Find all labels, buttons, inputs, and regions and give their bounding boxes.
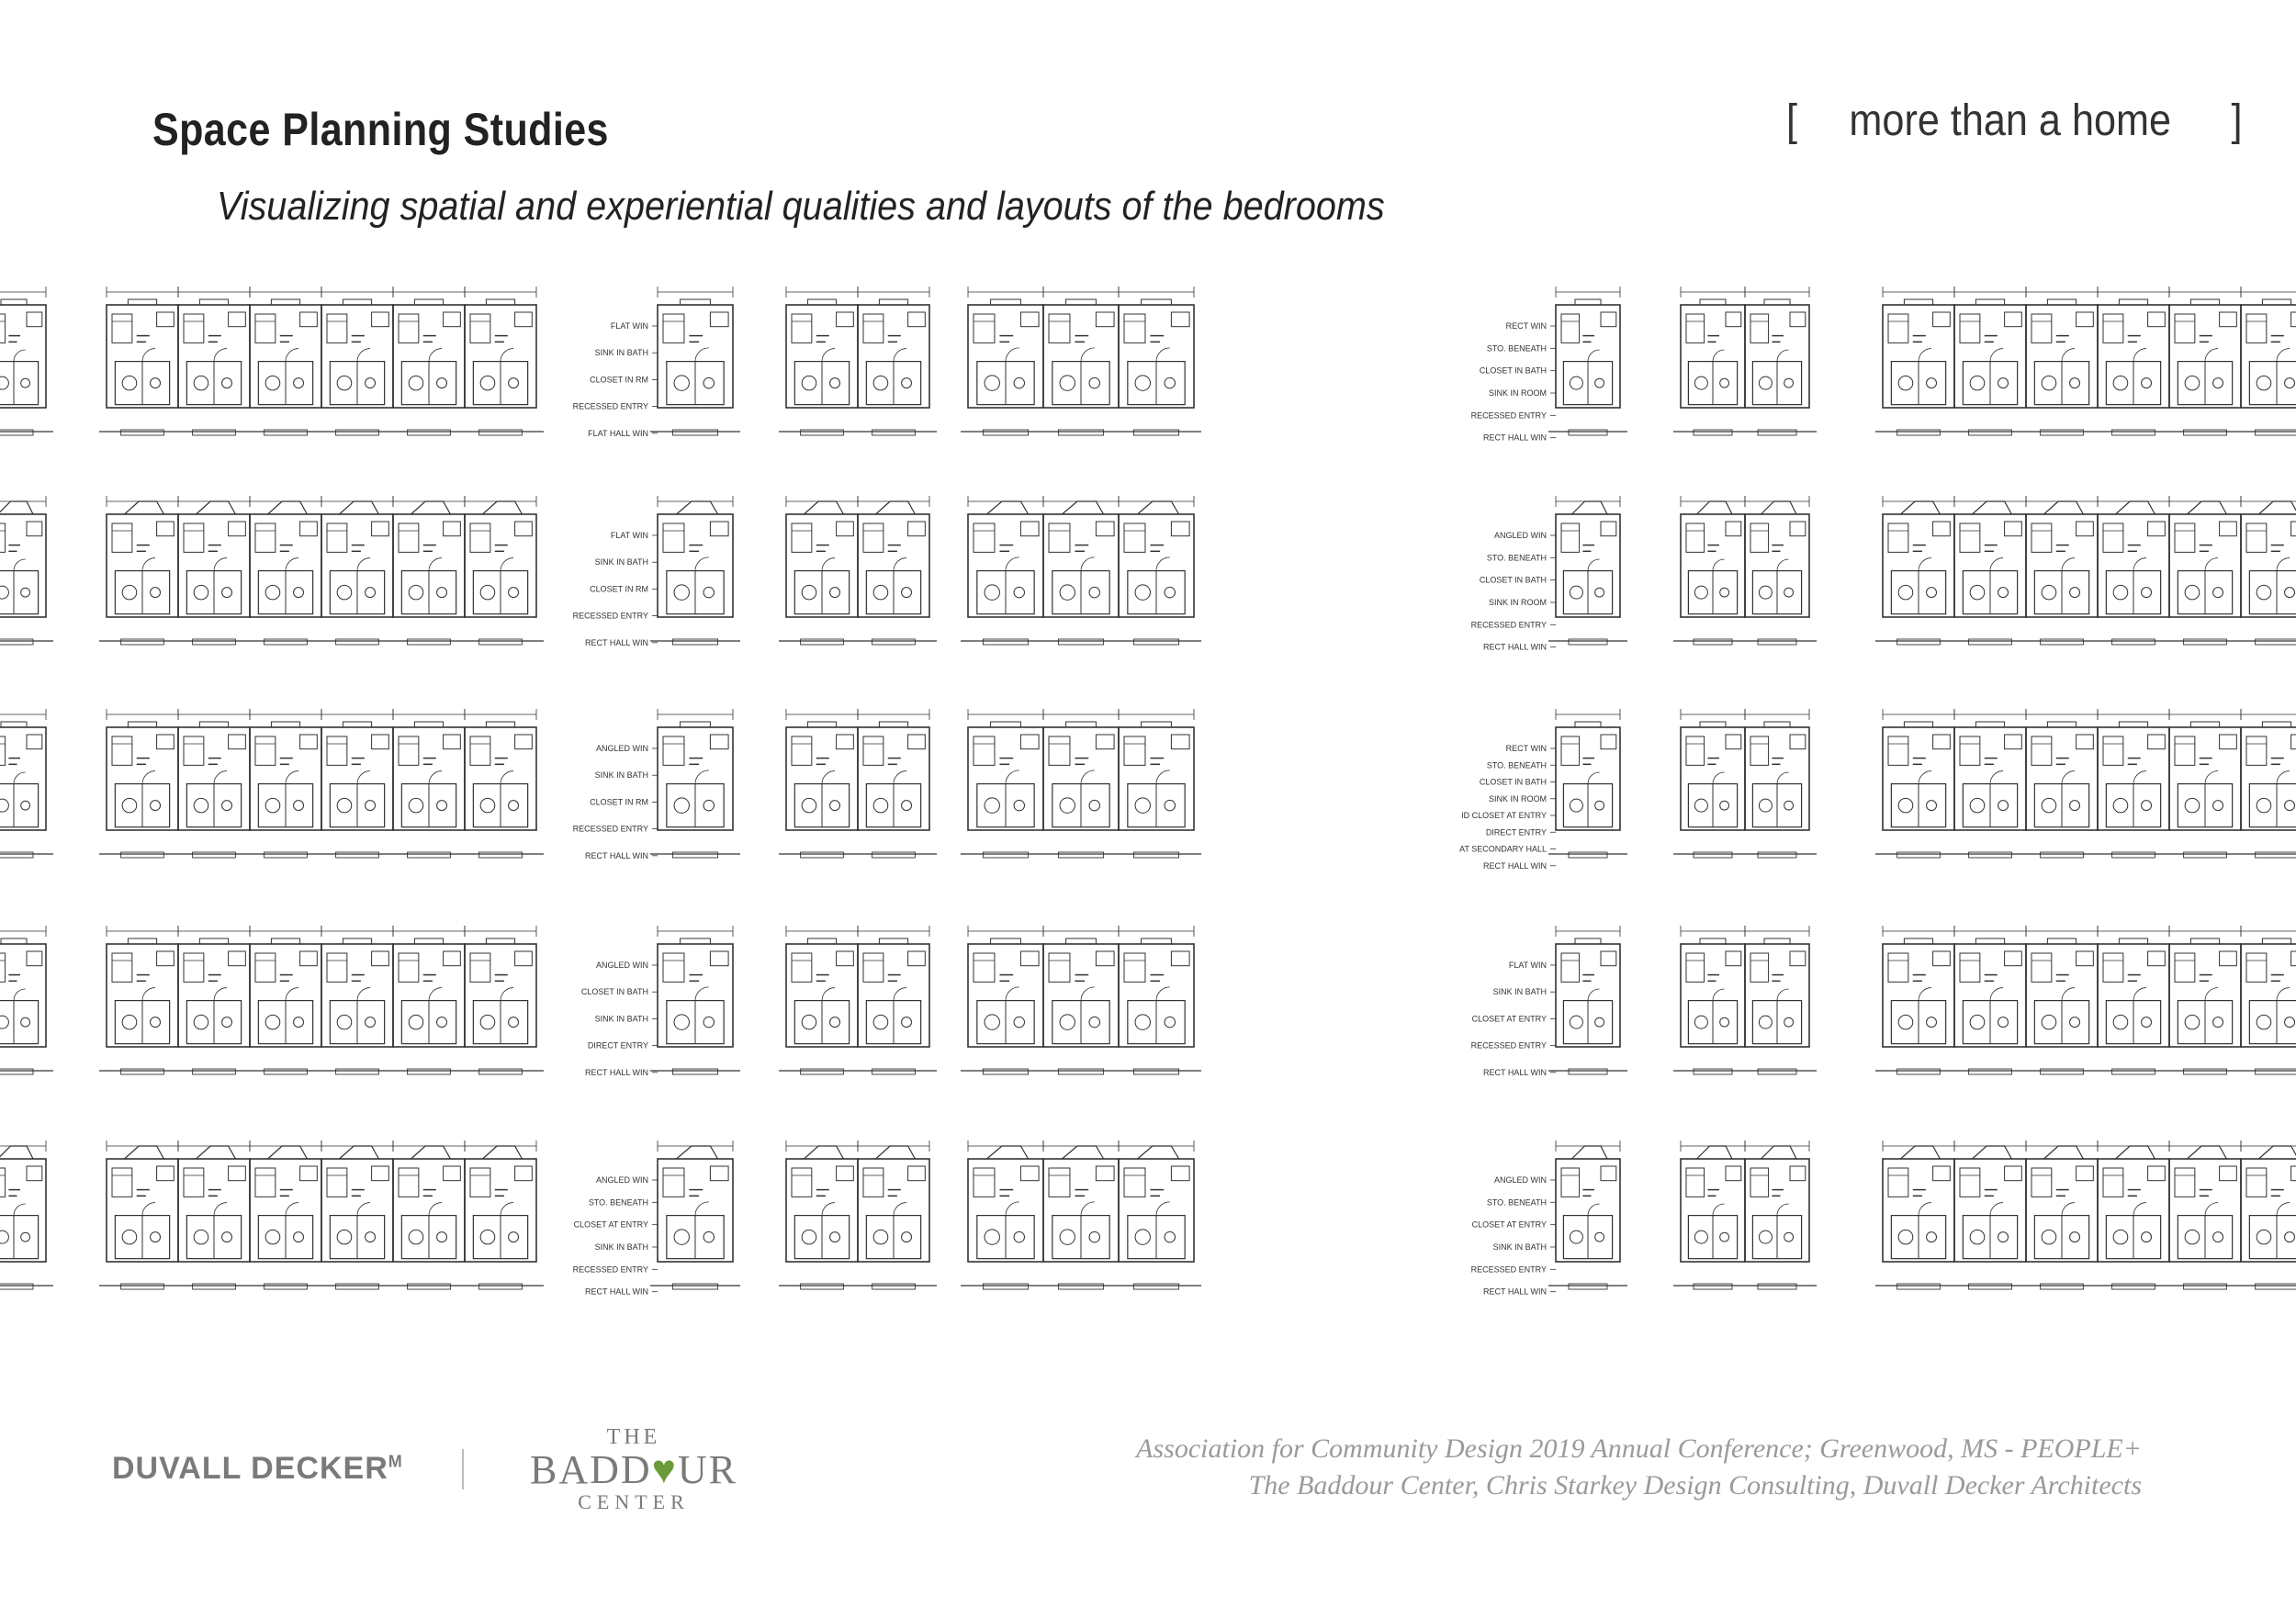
plan-annotation: CLOSET AT ENTRY	[1471, 1219, 1547, 1230]
plan-annotation: ANGLED WIN	[1493, 531, 1547, 540]
plan-annotation: DIRECT ENTRY	[587, 1040, 648, 1051]
plan-annotation: RECT HALL WIN	[584, 637, 648, 647]
plan-annotation: SINK IN ROOM	[1488, 388, 1547, 398]
plan-annotation: ANGLED WIN	[595, 744, 648, 753]
plan-annotation: CLOSET IN BATH	[1479, 575, 1547, 585]
tagline-text: more than a home	[1849, 96, 2172, 145]
plan-annotation: ANGLED WIN	[1493, 1175, 1547, 1185]
plan-annotation: RECT HALL WIN	[584, 1287, 648, 1297]
plan-annotation: RECESSED ENTRY	[1470, 1264, 1547, 1275]
plan-annotation: ANGLED WIN	[595, 961, 648, 970]
plan-annotation: CLOSET AT ENTRY	[573, 1219, 648, 1230]
duvall-decker-wordmark: DUVALL DECKER	[112, 1451, 388, 1486]
plan-annotation: RECESSED ENTRY	[572, 401, 648, 411]
logo-divider	[462, 1449, 464, 1489]
plan-annotation: SINK IN BATH	[594, 557, 648, 568]
plan-annotation: CLOSET IN BATH	[580, 987, 648, 997]
plan-annotation: FLAT WIN	[610, 321, 648, 331]
baddour-name-a: BADD	[530, 1447, 652, 1492]
plan-annotation: STO. BENEATH	[1486, 1197, 1547, 1208]
baddour-name	[514, 1447, 753, 1492]
plan-annotation: STO. BENEATH	[1486, 343, 1547, 354]
plan-annotation: RECESSED ENTRY	[1470, 1040, 1547, 1051]
baddour-center-logo	[514, 1425, 753, 1514]
plan-row	[0, 496, 2296, 652]
tagline	[1786, 96, 2242, 146]
floor-plan-studies	[0, 275, 2296, 1368]
plan-annotation: RECESSED ENTRY	[572, 824, 648, 834]
plan-annotation: SINK IN BATH	[1492, 987, 1547, 997]
plan-annotation: CLOSET IN RM	[590, 375, 648, 385]
plan-annotation: RECESSED ENTRY	[1470, 410, 1547, 421]
plan-row	[0, 1141, 2296, 1297]
plan-annotation: RECT HALL WIN	[1482, 860, 1547, 871]
baddour-center-word: CENTER	[578, 1490, 690, 1513]
plan-annotation: CLOSET AT ENTRY	[1471, 1014, 1547, 1024]
credit-line-2: The Baddour Center, Chris Starkey Design Consulting, Duvall Decker Architects	[1248, 1470, 2142, 1500]
plan-row	[0, 926, 2296, 1077]
plan-row	[0, 287, 2296, 443]
duvall-decker-mark: M	[388, 1452, 403, 1471]
plan-annotation: RECT HALL WIN	[1482, 433, 1547, 443]
plan-annotation: CLOSET IN BATH	[1479, 365, 1547, 376]
plan-annotation: AT SECONDARY HALL	[1459, 844, 1547, 854]
plan-annotation: ANGLED WIN	[595, 1175, 648, 1185]
plan-annotation: RECT HALL WIN	[584, 850, 648, 860]
credit-line-1: Association for Community Design 2019 Annual Conference; Greenwood, MS - PEOPLE+	[1136, 1433, 2142, 1464]
plan-annotation: SINK IN BATH	[1492, 1242, 1547, 1252]
plan-row	[0, 709, 2296, 871]
plan-annotation: RECT WIN	[1505, 744, 1547, 753]
plan-annotation: ID CLOSET AT ENTRY	[1461, 811, 1547, 820]
plan-annotation: STO. BENEATH	[1486, 760, 1547, 770]
plan-annotation: STO. BENEATH	[1486, 553, 1547, 563]
plan-annotation: CLOSET IN BATH	[1479, 777, 1547, 787]
plan-annotation: RECT HALL WIN	[1482, 1067, 1547, 1077]
plan-annotation: CLOSET IN RM	[590, 584, 648, 594]
plan-annotation: FLAT WIN	[1508, 961, 1547, 970]
plan-annotation: RECT HALL WIN	[584, 1067, 648, 1077]
plan-annotation: RECT HALL WIN	[1482, 1287, 1547, 1297]
plan-annotation: SINK IN BATH	[594, 1014, 648, 1024]
plan-annotation: FLAT WIN	[610, 531, 648, 540]
credits	[1136, 1431, 2142, 1504]
baddour-the: THE	[606, 1425, 661, 1449]
plan-annotation: CLOSET IN RM	[590, 797, 648, 807]
page-title: Space Planning Studies	[152, 104, 609, 155]
plan-annotation: SINK IN BATH	[594, 1242, 648, 1252]
plan-annotation: FLAT HALL WIN	[588, 428, 648, 438]
plan-annotation: RECESSED ENTRY	[572, 1264, 648, 1275]
tagline-bracket-open: [	[1786, 96, 1798, 145]
plan-annotation: SINK IN ROOM	[1488, 793, 1547, 804]
plan-annotation: STO. BENEATH	[588, 1197, 648, 1208]
plan-annotation: SINK IN BATH	[594, 770, 648, 781]
plan-annotation: RECT WIN	[1505, 321, 1547, 331]
plan-annotation: RECESSED ENTRY	[572, 611, 648, 621]
page-subtitle: Visualizing spatial and experiential qualities and layouts of the bedrooms	[217, 184, 1385, 229]
tagline-bracket-close: ]	[2231, 96, 2243, 145]
plan-annotation: RECESSED ENTRY	[1470, 620, 1547, 630]
plan-annotation: DIRECT ENTRY	[1485, 827, 1547, 837]
plan-annotation: SINK IN ROOM	[1488, 598, 1547, 607]
plan-annotation: RECT HALL WIN	[1482, 642, 1547, 652]
duvall-decker-logo	[112, 1451, 403, 1487]
heart-icon: ♥	[651, 1447, 678, 1492]
plan-annotation: SINK IN BATH	[594, 348, 648, 358]
baddour-name-b: UR	[677, 1447, 737, 1492]
